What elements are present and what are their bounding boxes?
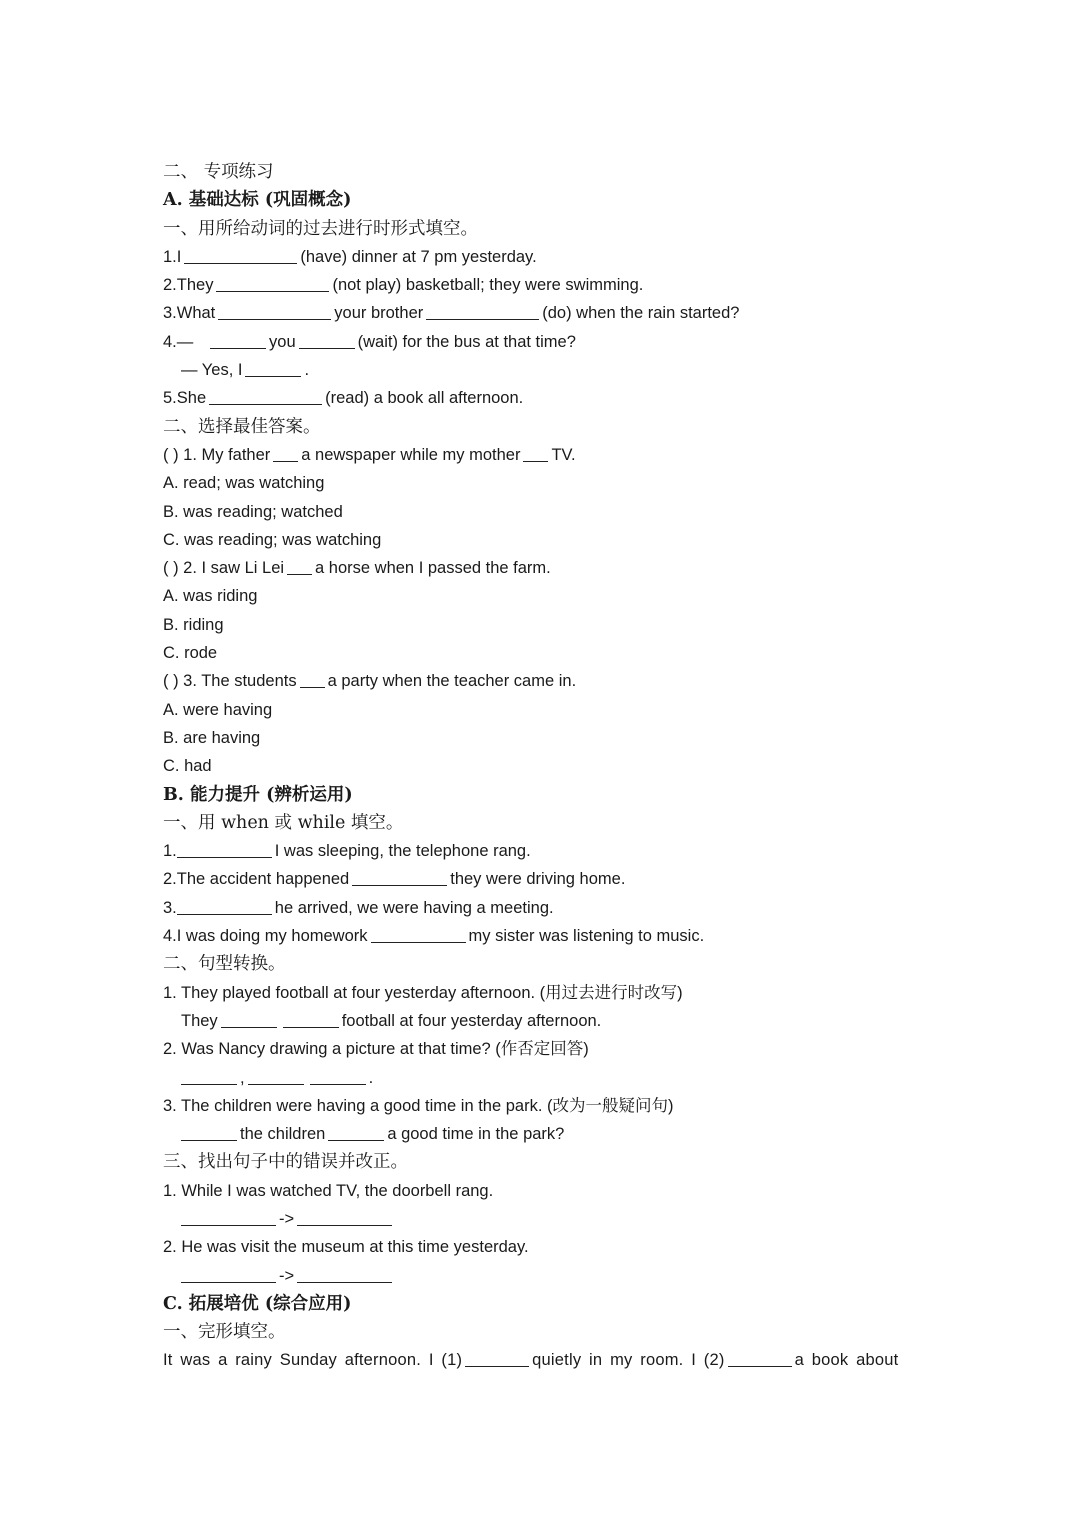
error-question-2: 2. He was visit the museum at this time yesterday. bbox=[163, 1238, 529, 1257]
choice-option: C. had bbox=[163, 757, 212, 776]
answer-blank[interactable] bbox=[218, 301, 331, 320]
part-a-title: A. 基础达标 (巩固概念) bbox=[163, 190, 352, 211]
cloze-instructions: 一、完形填空。 bbox=[163, 1322, 286, 1343]
choice-instructions: 二、选择最佳答案。 bbox=[163, 416, 321, 437]
answer-blank[interactable] bbox=[177, 896, 272, 915]
answer-blank[interactable] bbox=[181, 1122, 237, 1141]
answer-blank[interactable] bbox=[181, 1264, 276, 1283]
errors-instructions: 三、找出句子中的错误并改正。 bbox=[163, 1152, 408, 1173]
error-question-1: 1. While I was watched TV, the doorbell rang. bbox=[163, 1181, 494, 1200]
answer-blank[interactable] bbox=[209, 386, 322, 405]
worksheet bbox=[163, 158, 963, 1375]
answer-blank[interactable] bbox=[523, 443, 548, 462]
fill-instructions: 一、用所给动词的过去进行时形式填空。 bbox=[163, 218, 478, 239]
answer-blank[interactable] bbox=[177, 839, 272, 858]
choice-option: A. were having bbox=[163, 700, 273, 719]
section-title: 二、 专项练习 bbox=[163, 162, 274, 182]
transform-question-2: 2. Was Nancy drawing a picture at that time? (作否定回答) bbox=[163, 1040, 589, 1059]
fill-question-4: 4.— you (wait) for the bus at that time? bbox=[163, 328, 963, 356]
when-while-instructions: 一、用 when 或 while 填空。 bbox=[163, 812, 404, 833]
choice-question-1: ( ) 1. My father a newspaper while my mother TV. bbox=[163, 441, 963, 469]
answer-blank[interactable] bbox=[300, 669, 325, 688]
fill-question-4-reply: — Yes, I . bbox=[163, 356, 963, 384]
fill-question-1: 1.I (have) dinner at 7 pm yesterday. bbox=[163, 243, 963, 271]
answer-blank[interactable] bbox=[210, 330, 266, 349]
answer-blank[interactable] bbox=[297, 1264, 392, 1283]
answer-blank[interactable] bbox=[216, 273, 329, 292]
choice-option: A. read; was watching bbox=[163, 474, 325, 493]
error-answer-2 bbox=[163, 1262, 963, 1290]
when-while-question-3: 3. he arrived, we were having a meeting. bbox=[163, 894, 963, 922]
answer-blank[interactable] bbox=[248, 1066, 304, 1085]
transform-question-1: 1. They played football at four yesterday afternoon. (用过去进行时改写) bbox=[163, 983, 683, 1002]
fill-question-2: 2.They (not play) basketball; they were swimming. bbox=[163, 271, 963, 299]
choice-option: B. riding bbox=[163, 615, 224, 634]
choice-question-2: ( ) 2. I saw Li Lei a horse when I passed the farm. bbox=[163, 554, 963, 582]
choice-option: C. was reading; was watching bbox=[163, 530, 382, 549]
answer-blank[interactable] bbox=[273, 443, 298, 462]
fill-question-5: 5.She (read) a book all afternoon. bbox=[163, 384, 963, 412]
answer-blank[interactable] bbox=[181, 1066, 237, 1085]
when-while-question-2: 2.The accident happened they were driving home. bbox=[163, 865, 963, 893]
arrow: -> bbox=[279, 1209, 295, 1228]
answer-blank[interactable] bbox=[184, 245, 297, 264]
error-answer-1 bbox=[163, 1205, 963, 1233]
choice-question-3: ( ) 3. The students a party when the teacher came in. bbox=[163, 667, 963, 695]
transform-answer-3: the children a good time in the park? bbox=[163, 1120, 963, 1148]
answer-blank[interactable] bbox=[287, 556, 312, 575]
transform-answer-1: They football at four yesterday afternoon. bbox=[163, 1007, 963, 1035]
choice-option: C. rode bbox=[163, 644, 218, 663]
answer-blank[interactable] bbox=[426, 301, 539, 320]
part-b-title: B. 能力提升 (辨析运用) bbox=[163, 784, 353, 805]
answer-blank[interactable] bbox=[221, 1009, 277, 1028]
fill-question-3: 3.What your brother (do) when the rain started? bbox=[163, 299, 963, 327]
answer-blank[interactable] bbox=[352, 867, 447, 886]
answer-blank[interactable] bbox=[299, 330, 355, 349]
choice-option: A. was riding bbox=[163, 587, 258, 606]
when-while-question-1: 1. I was sleeping, the telephone rang. bbox=[163, 837, 963, 865]
answer-blank[interactable] bbox=[465, 1348, 529, 1367]
answer-blank[interactable] bbox=[310, 1066, 366, 1085]
choice-option: B. are having bbox=[163, 728, 261, 747]
part-c-title: C. 拓展培优 (综合应用) bbox=[163, 1293, 352, 1314]
transform-question-3: 3. The children were having a good time in the park. (改为一般疑问句) bbox=[163, 1096, 674, 1115]
choice-option: B. was reading; watched bbox=[163, 502, 343, 521]
answer-blank[interactable] bbox=[371, 924, 466, 943]
answer-blank[interactable] bbox=[328, 1122, 384, 1141]
answer-blank[interactable] bbox=[245, 358, 301, 377]
answer-blank[interactable] bbox=[181, 1207, 276, 1226]
when-while-question-4: 4.I was doing my homework my sister was listening to music. bbox=[163, 922, 963, 950]
answer-blank[interactable] bbox=[297, 1207, 392, 1226]
answer-blank[interactable] bbox=[283, 1009, 339, 1028]
arrow: -> bbox=[279, 1266, 295, 1285]
transform-answer-2: , . bbox=[163, 1064, 963, 1092]
transform-instructions: 二、句型转换。 bbox=[163, 954, 286, 975]
cloze-passage: It was a rainy Sunday afternoon. I (1) quietly in my room. I (2) a book about bbox=[163, 1346, 963, 1374]
answer-blank[interactable] bbox=[728, 1348, 792, 1367]
